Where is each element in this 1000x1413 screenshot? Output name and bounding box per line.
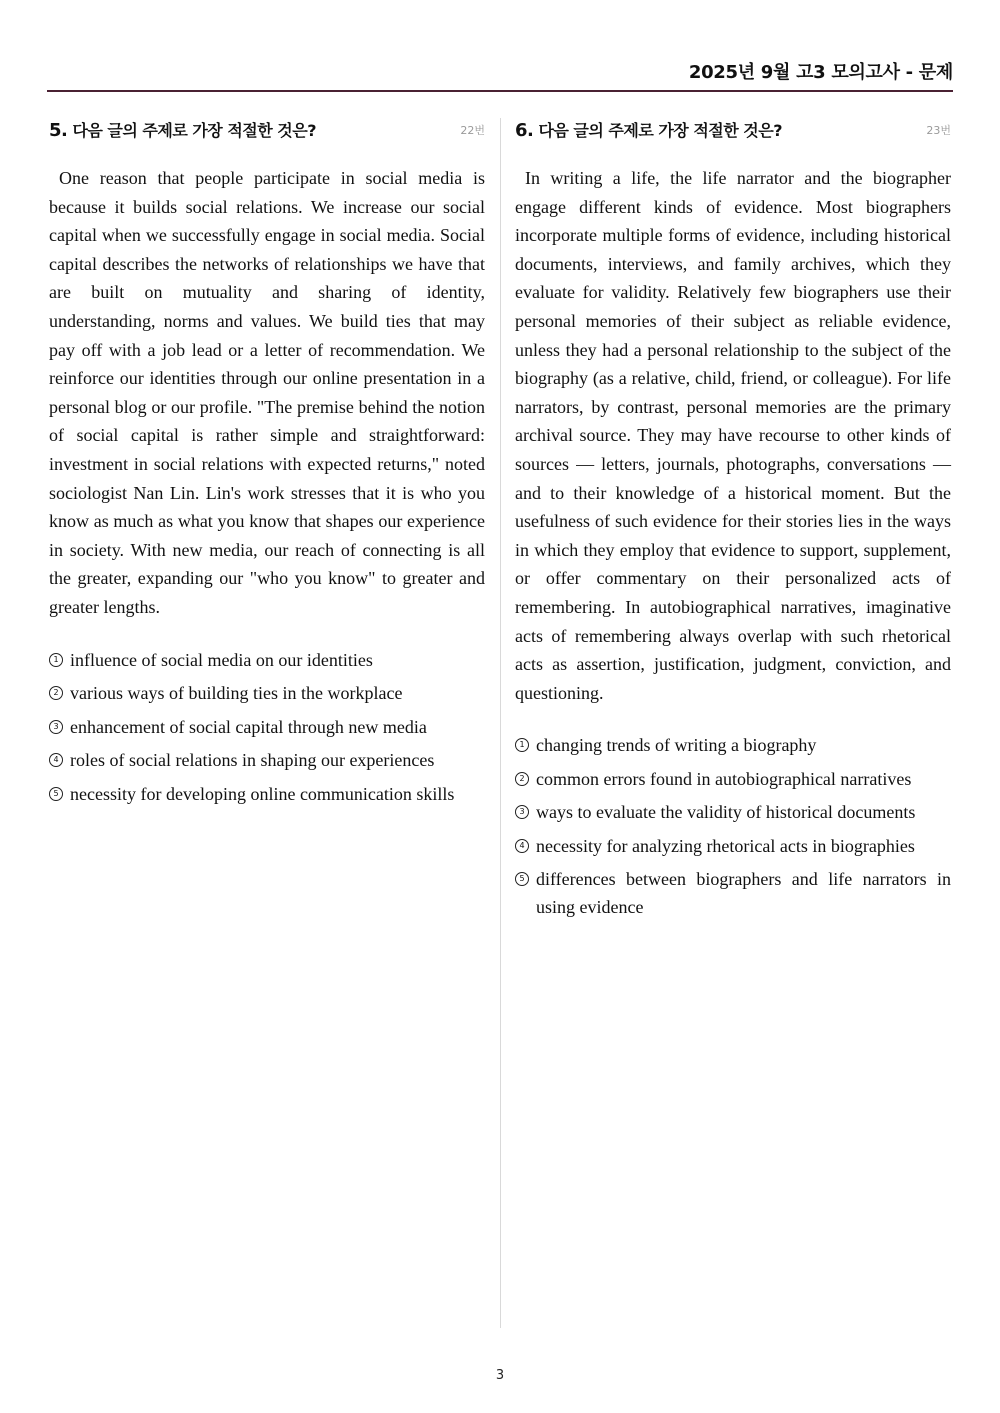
answer-options bbox=[515, 731, 951, 921]
circled-number-icon: 1 bbox=[515, 738, 529, 752]
circled-number-icon: 5 bbox=[515, 872, 529, 886]
question-number: 6. bbox=[515, 120, 534, 141]
question-prompt: 다음 글의 주제로 가장 적절한 것은? bbox=[538, 121, 782, 140]
question-5 bbox=[49, 118, 485, 813]
question-number: 5. bbox=[49, 120, 68, 141]
answer-option-text: roles of social relations in shaping our experiences bbox=[70, 750, 435, 770]
circled-number-icon: 3 bbox=[515, 805, 529, 819]
circled-number-icon: 1 bbox=[49, 653, 63, 667]
question-passage: One reason that people participate in social media is because it builds social relations. We increase our social capital when we successfully engage in social media. Social capital describes the networks of relationships we have that are built on mutuality and sharing of identity, understanding, norms and values. We build ties that may pay off with a job lead or a letter of recommendation. We reinforce our identities through our online presentation in a personal blog or our profile. "The premise behind the notion of social capital is rather simple and straightforward: investment in social relations with expected returns," noted sociologist Nan Lin. Lin's work stresses that it is who you know as much as what you know that shapes our experience in society. With new media, our reach of connecting is all the greater, expanding our "who you know" to greater and greater lengths. bbox=[49, 168, 485, 617]
answer-option-text: changing trends of writing a biography bbox=[536, 735, 817, 756]
answer-option-text: enhancement of social capital through new media bbox=[70, 716, 427, 737]
answer-option-2[interactable] bbox=[515, 765, 951, 793]
column-divider bbox=[500, 118, 501, 1328]
answer-option-text: necessity for analyzing rhetorical acts in biographies bbox=[536, 835, 915, 856]
answer-option-5[interactable] bbox=[49, 780, 485, 808]
question-prompt: 다음 글의 주제로 가장 적절한 것은? bbox=[72, 121, 316, 140]
circled-number-icon: 4 bbox=[49, 753, 63, 767]
question-header bbox=[49, 118, 485, 148]
answer-option-1[interactable] bbox=[515, 731, 951, 759]
question-passage: In writing a life, the life narrator and the biographer engage different kinds of evidence. Most biographers incorporate multiple forms of evidence, including historical documents, interviews, and family archives, which they evaluate for validity. Relatively few biographers use their personal memories of their subject as reliable evidence, unless they had a personal relationship to the subject of the biography (as a relative, child, friend, or colleague). For life narrators, by contrast, personal memories are the primary archival source. They may have recourse to other kinds of sources — letters, journals, photographs, conversations — and to their knowledge of a historical moment. But the usefulness of such evidence for their stories lies in the ways in which they employ that evidence to support, supplement, or offer commentary on their personalized acts of remembering. In autobiographical narratives, imaginative acts of remembering always overlap with such rhetorical acts as assertion, justification, judgment, conviction, and questioning. bbox=[515, 168, 951, 703]
exam-title: 2025년 9월 고3 모의고사 - 문제 bbox=[688, 62, 953, 83]
question-code: 22번 bbox=[460, 124, 485, 137]
answer-option-text: common errors found in autobiographical narratives bbox=[536, 768, 912, 789]
question-title bbox=[515, 121, 782, 140]
answer-option-text: influence of social media on our identities bbox=[70, 649, 373, 670]
question-6 bbox=[515, 118, 951, 927]
answer-options bbox=[49, 646, 485, 808]
answer-option-1[interactable] bbox=[49, 646, 485, 674]
page-header bbox=[47, 58, 953, 92]
question-header bbox=[515, 118, 951, 148]
answer-option-3[interactable] bbox=[515, 798, 951, 826]
answer-option-text: various ways of building ties in the workplace bbox=[70, 683, 403, 703]
answer-option-text: ways to evaluate the validity of historical documents bbox=[536, 802, 916, 823]
circled-number-icon: 3 bbox=[49, 720, 63, 734]
circled-number-icon: 4 bbox=[515, 839, 529, 853]
answer-option-3[interactable] bbox=[49, 713, 485, 741]
question-code: 23번 bbox=[926, 124, 951, 137]
circled-number-icon: 2 bbox=[515, 772, 529, 786]
answer-option-4[interactable] bbox=[49, 746, 485, 774]
answer-option-5[interactable] bbox=[515, 865, 951, 921]
answer-option-2[interactable] bbox=[49, 679, 485, 707]
circled-number-icon: 5 bbox=[49, 787, 63, 801]
answer-option-4[interactable] bbox=[515, 832, 951, 860]
question-title bbox=[49, 121, 316, 140]
answer-option-text: differences between biographers and life narrators in using evidence bbox=[536, 869, 951, 918]
answer-option-text: necessity for developing online communication skills bbox=[70, 783, 455, 804]
circled-number-icon: 2 bbox=[49, 686, 63, 700]
page-number: 3 bbox=[495, 1368, 505, 1383]
